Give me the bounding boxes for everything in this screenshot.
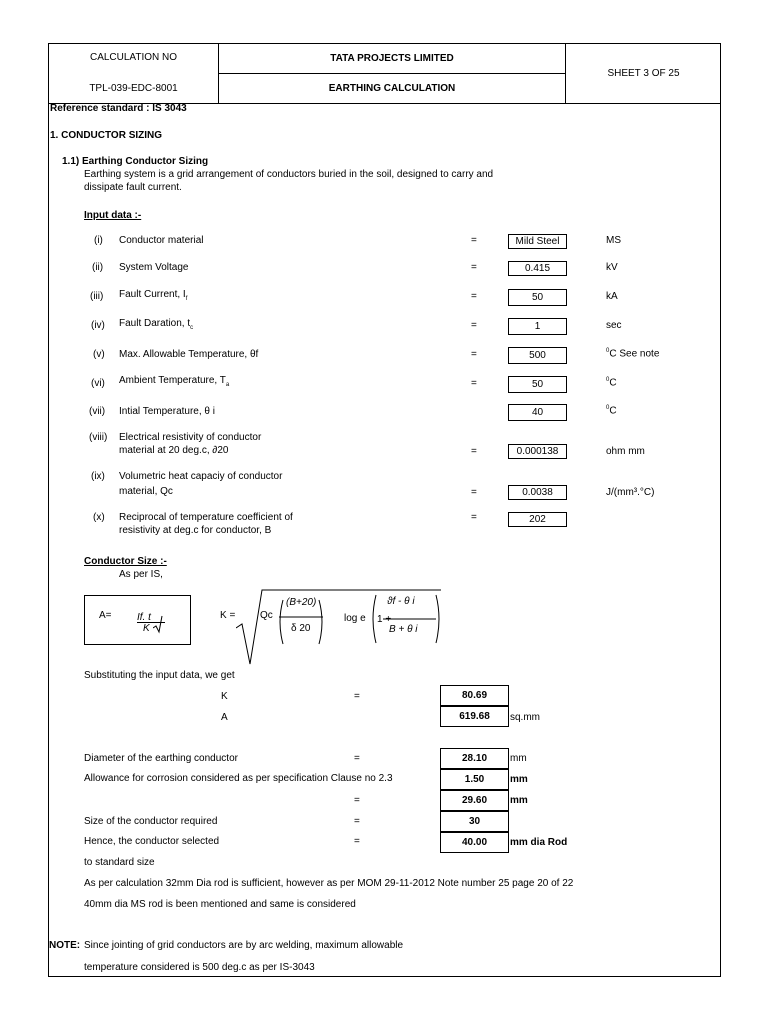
remark-line-2: 40mm dia MS rod is been mentioned and same is considered (84, 899, 356, 910)
row-label: Electrical resistivity of conductor (119, 432, 262, 443)
row-number: (vi) (91, 378, 105, 389)
formula-k-label: K = (220, 610, 236, 621)
value-box: 40 (508, 404, 567, 421)
calc-unit: mm (510, 774, 528, 785)
value-box: 0.0038 (508, 485, 567, 500)
row-unit: kA (606, 291, 618, 302)
equals-sign: = (471, 349, 477, 360)
intro-line-1: Earthing system is a grid arrangement of conductors buried in the soil, designed to carry and (84, 169, 494, 180)
row-number: (x) (93, 512, 105, 523)
row-number: (ix) (91, 471, 105, 482)
row-unit: sec (606, 320, 622, 331)
calc-no-label: CALCULATION NO (89, 52, 178, 63)
formula-a-denominator: K (143, 623, 150, 634)
value-box: 1 (508, 318, 567, 335)
remark-line-1: As per calculation 32mm Dia rod is sufficient, however as per MOM 29-11-2012 Note number 25 page 20 of 22 (84, 878, 574, 889)
log-e: log e (344, 613, 366, 624)
reference-standard: Reference standard : IS 3043 (50, 103, 187, 114)
equals-sign: = (471, 235, 477, 246)
standard-size-text: to standard size (84, 857, 155, 868)
equals-sign: = (471, 291, 477, 302)
row-label: Reciprocal of temperature coefficient of (119, 512, 293, 523)
section-title: 1. CONDUCTOR SIZING (50, 130, 163, 141)
row-label: Max. Allowable Temperature, θf (119, 349, 259, 360)
substituting-text: Substituting the input data, we get (84, 670, 235, 681)
sqrt-symbol (153, 614, 163, 634)
row-unit: MS (606, 235, 621, 246)
row-unit: kV (606, 262, 618, 273)
row-label: Ambient Temperature, $T_a$ (119, 375, 230, 388)
calc-unit: mm dia Rod (510, 837, 568, 848)
row-label: Intial Temperature, θ i (119, 406, 215, 417)
result-label: A (221, 712, 228, 723)
row-number: (viii) (89, 432, 108, 443)
row-label: Fault Current, $I_f$ (119, 289, 188, 302)
qc-symbol: Qc (260, 610, 273, 621)
row-unit: $^0$C (606, 405, 617, 417)
result-unit: sq.mm (510, 712, 540, 723)
equals-sign: = (471, 262, 477, 273)
row-unit: $^0$C See note (606, 348, 660, 360)
row-label-line-2: resistivity at deg.c for conductor, B (119, 525, 272, 536)
equals-sign: = (471, 487, 477, 498)
note-line-2: temperature considered is 500 deg.c as per IS-3043 (84, 962, 315, 973)
calc-label: Hence, the conductor selected (84, 836, 220, 847)
temp-denominator: B + θ i (389, 624, 418, 635)
row-label: System Voltage (119, 262, 189, 273)
as-per-is: As per IS, (119, 569, 163, 580)
calc-box: 28.10 (440, 748, 509, 769)
note-label: NOTE: (49, 940, 81, 951)
row-label: Conductor material (119, 235, 204, 246)
b-denominator: δ 20 (291, 623, 311, 634)
row-number: (iii) (90, 291, 104, 302)
row-number: (i) (94, 235, 103, 246)
subsection-title: 1.1) Earthing Conductor Sizing (62, 156, 209, 167)
company-name: TATA PROJECTS LIMITED (219, 43, 566, 74)
row-unit: $^0$C (606, 377, 617, 389)
calc-label: Diameter of the earthing conductor (84, 753, 238, 764)
conductor-size-heading: Conductor Size :- (84, 556, 167, 567)
calc-label: Allowance for corrosion considered as per specification Clause no 2.3 (84, 773, 393, 784)
row-number: (v) (93, 349, 105, 360)
row-unit: J/(mm³.°C) (606, 487, 655, 498)
calc-box: 30 (440, 811, 509, 832)
header-block (48, 43, 721, 104)
result-label: K (221, 691, 228, 702)
calc-box: 29.60 (440, 790, 509, 811)
equals-sign: = (471, 320, 477, 331)
sheet-number: SHEET 3 OF 25 (566, 43, 721, 104)
value-box: Mild Steel (508, 234, 567, 249)
row-label: Fault Daration, $t_c$ (119, 318, 194, 331)
value-box: 0.415 (508, 261, 567, 276)
b-numerator: (B+20) (286, 597, 317, 608)
calc-unit: mm (510, 795, 528, 806)
value-box: 50 (508, 376, 567, 393)
calc-unit: mm (510, 753, 527, 764)
row-label-line-2: material at 20 deg.c, ∂20 (119, 445, 229, 456)
row-label: Volumetric heat capaciy of conductor (119, 471, 283, 482)
value-box: 500 (508, 347, 567, 364)
value-box: 202 (508, 512, 567, 527)
row-unit: ohm mm (606, 446, 645, 457)
equals-sign: = (354, 753, 360, 764)
equals-sign: = (354, 836, 360, 847)
calc-box: 1.50 (440, 769, 509, 790)
note-line-1: Since jointing of grid conductors are by arc welding, maximum allowable (84, 940, 404, 951)
equals-sign: = (471, 446, 477, 457)
equals-sign: = (471, 378, 477, 389)
input-data-heading: Input data :- (84, 210, 142, 221)
document-title: EARTHING CALCULATION (219, 74, 566, 104)
equals-sign: = (354, 691, 360, 702)
temp-numerator: ϑf - θ i (387, 596, 415, 607)
equals-sign: = (354, 795, 360, 806)
calc-box: 40.00 (440, 832, 509, 853)
formula-a-label: A= (99, 610, 112, 621)
row-number: (ii) (92, 262, 104, 273)
equals-sign: = (471, 512, 477, 523)
value-box: 0.000138 (508, 444, 567, 459)
formula-a-numerator: If. t (137, 612, 151, 623)
result-box: 80.69 (440, 685, 509, 706)
row-label-line-2: material, Qc (119, 486, 173, 497)
calc-label: Size of the conductor required (84, 816, 218, 827)
one-plus: 1 + (377, 614, 392, 625)
value-box: 50 (508, 289, 567, 306)
calc-no-value: TPL-039-EDC-8001 (89, 83, 178, 94)
intro-line-2: dissipate fault current. (84, 182, 182, 193)
result-box: 619.68 (440, 706, 509, 727)
equals-sign: = (354, 816, 360, 827)
row-number: (iv) (91, 320, 105, 331)
row-number: (vii) (89, 406, 106, 417)
